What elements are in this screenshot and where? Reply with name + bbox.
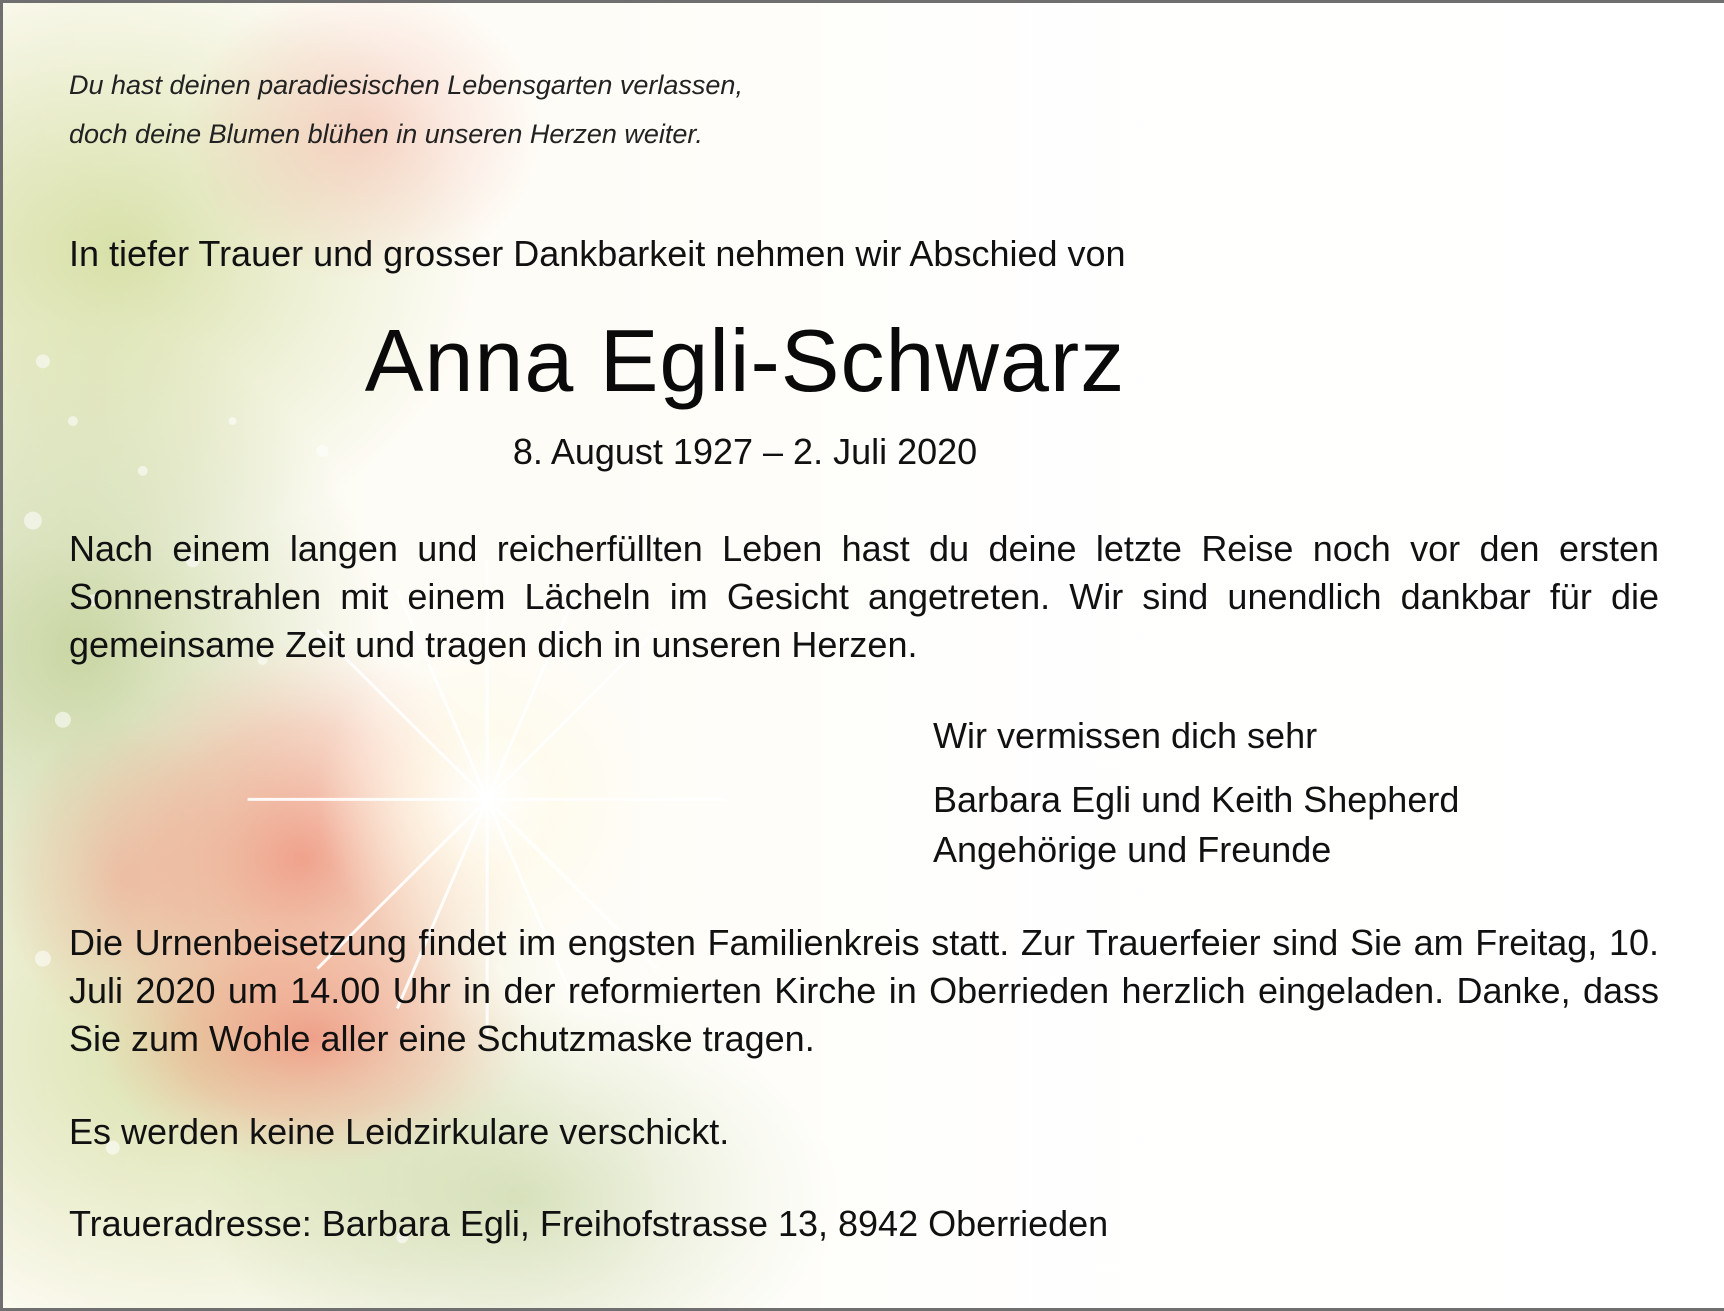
intro-text: In tiefer Trauer und grosser Dankbarkeit nehmen wir Abschied von bbox=[69, 233, 1126, 274]
mourner-line-2: Angehörige und Freunde bbox=[933, 829, 1332, 870]
deceased-name: Anna Egli-Schwarz bbox=[364, 311, 1126, 410]
mourners-list bbox=[933, 775, 1459, 875]
closing-greeting: Wir vermissen dich sehr bbox=[933, 715, 1318, 756]
motto-quote bbox=[69, 61, 743, 159]
life-dates: 8. August 1927 – 2. Juli 2020 bbox=[512, 431, 978, 472]
mourning-address: Traueradresse: Barbara Egli, Freihofstrasse 13, 8942 Oberrieden bbox=[69, 1203, 1109, 1244]
mourner-line-1: Barbara Egli und Keith Shepherd bbox=[933, 779, 1460, 820]
no-circulars-note: Es werden keine Leidzirkulare verschickt. bbox=[69, 1111, 730, 1152]
motto-line-1: Du hast deinen paradiesischen Lebensgarten verlassen, bbox=[69, 70, 743, 100]
funeral-info-paragraph: Die Urnenbeisetzung findet im engsten Familienkreis statt. Zur Trauerfeier sind Sie am Freitag, 10. Juli 2020 um 14.00 Uhr in der reformierten Kirche in Oberrieden herzlich eingeladen. Danke, dass Sie zum Wohle aller eine Schutzmaske tragen. bbox=[69, 922, 1659, 1059]
motto-line-2: doch deine Blumen blühen in unseren Herzen weiter. bbox=[69, 119, 703, 149]
farewell-paragraph: Nach einem langen und reicherfüllten Leben hast du deine letzte Reise noch vor den ersten Sonnenstrahlen mit einem Lächeln im Gesicht angetreten. Wir sind unendlich dankbar für die gemeinsame Zeit und tragen dich in unseren Herzen. bbox=[69, 528, 1659, 665]
